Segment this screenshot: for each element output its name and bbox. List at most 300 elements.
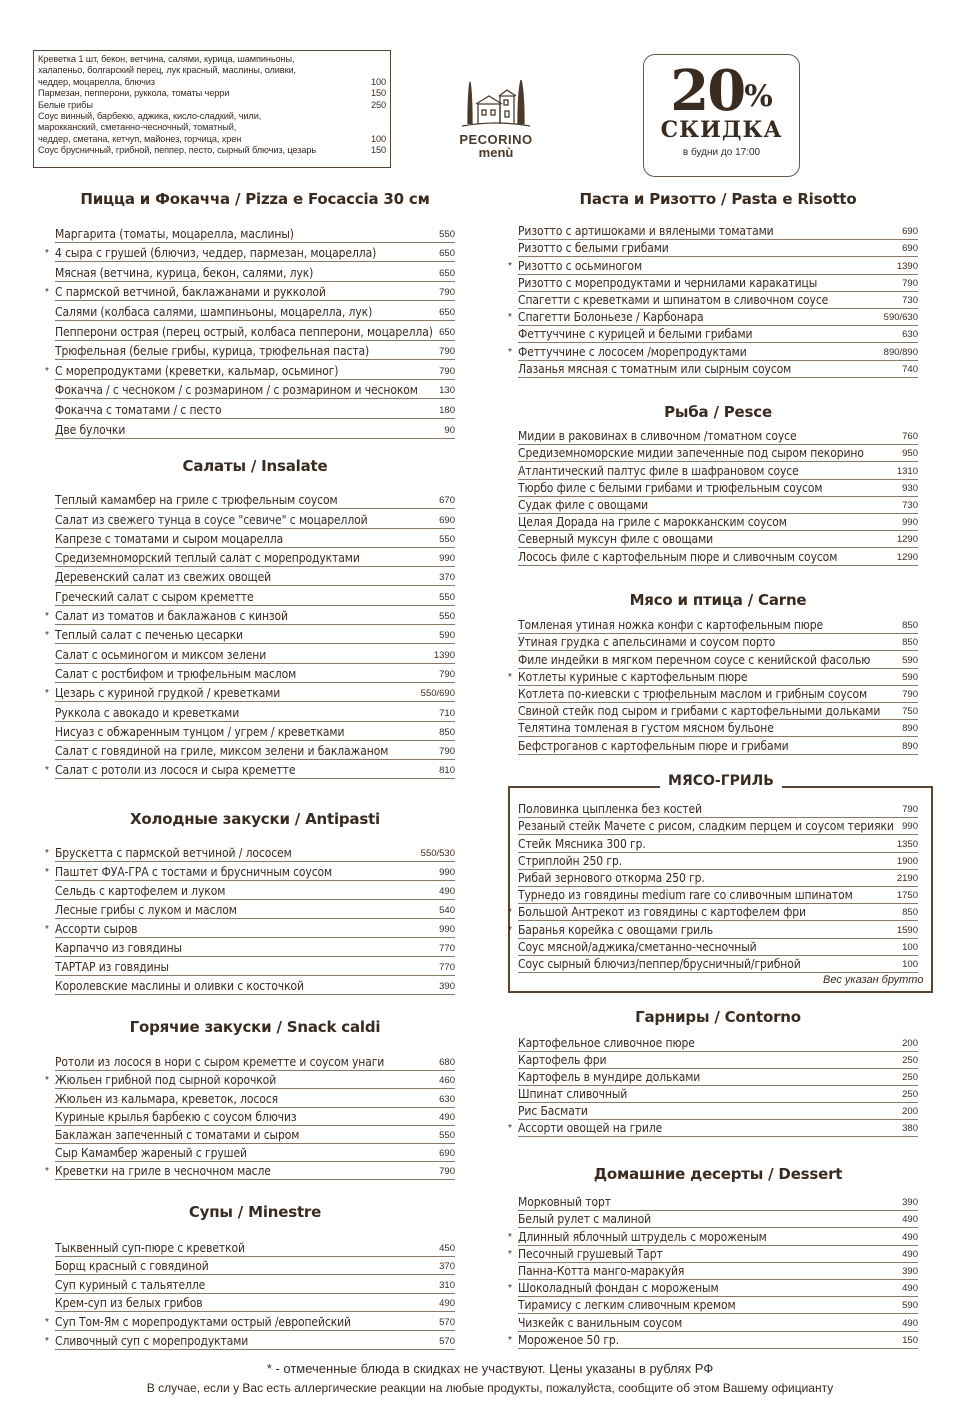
- menu-item-price: 490: [439, 1111, 455, 1123]
- menu-item-price: 990: [439, 924, 455, 935]
- menu-item-price: 540: [439, 905, 455, 916]
- menu-item: [45, 1331, 455, 1350]
- menu-item: [518, 870, 918, 887]
- menu-item-price: 930: [902, 482, 918, 494]
- menu-item-name: Руккола с авокадо и креветками: [55, 705, 240, 720]
- menu-item-price: 790: [439, 668, 455, 680]
- menu-item-name: Рибай зернового откорма 250 гр.: [518, 870, 705, 885]
- menu-item-name: Цезарь с куриной грудкой / креветками: [55, 686, 281, 701]
- addon-text: Белые грибы: [38, 99, 93, 110]
- menu-item: [518, 1052, 918, 1069]
- menu-item-name: Турнедо из говядины medium rare со сливочным шпинатом: [518, 888, 853, 903]
- menu-item-name: Телятина томленая в густом мясном бульоне: [518, 721, 774, 736]
- menu-item-name: Рис Басмати: [518, 1104, 588, 1118]
- excluded-mark: *: [45, 924, 49, 935]
- menu-item: [55, 722, 455, 741]
- addon-price: 150: [370, 88, 386, 99]
- menu-item-name: Томленая утиная ножка конфи с картофельным пюре: [518, 618, 824, 633]
- menu-item-name: Салат с говядиной на гриле, миксом зелени и баклажаном: [55, 744, 389, 759]
- menu-item-price: 710: [439, 707, 455, 719]
- menu-item: [55, 938, 455, 957]
- footer-allergy-note: В случае, если у Вас есть аллергические реакции на любые продукты, пожалуйста, сообщите об этом Вашему официанту: [146, 1381, 834, 1395]
- menu-item: [518, 686, 918, 703]
- menu-item-name: Фокачча с томатами / с песто: [55, 402, 222, 417]
- section-items-grill: [508, 801, 918, 973]
- menu-item-name: Котлета по-киевски с трюфельным маслом и грибным соусом: [518, 686, 868, 701]
- menu-item-name: Сыр Камамбер жареный с грушей: [55, 1146, 247, 1161]
- excluded-mark: *: [45, 1075, 49, 1087]
- menu-item-price: 790: [439, 287, 455, 299]
- menu-item-name: Трюфельная (белые грибы, курица, трюфельная паста): [55, 344, 370, 359]
- addon-row: [38, 100, 386, 111]
- menu-item: [518, 428, 918, 445]
- addon-price: 100: [370, 76, 386, 87]
- menu-item-price: 150: [902, 1334, 918, 1346]
- menu-item: [518, 531, 918, 548]
- menu-item-name: Соус сырный блючиз/пеппер/брусничный/грибной: [518, 956, 801, 971]
- discount-value: 20: [670, 58, 745, 124]
- menu-item-name: Средиземноморский теплый салат с морепродуктами: [55, 551, 360, 566]
- menu-item-name: Маргарита (томаты, моцарелла, маслины): [55, 226, 294, 241]
- menu-item-name: Ризотто с осьминогом: [518, 258, 642, 273]
- addon-text: Креветка 1 шт, бекон, ветчина, салями, курица, шампиньоны, халапеньо, болгарский перец, лук красный, маслины, оливки, чеддер, моцарелла, блючиз: [38, 54, 296, 87]
- menu-item-price: 650: [439, 326, 455, 338]
- menu-item: [45, 243, 455, 263]
- menu-item: [55, 419, 455, 439]
- menu-item-name: Свиной стейк под сыром и грибами с картофельными дольками: [518, 704, 881, 719]
- menu-item-price: 550: [439, 1129, 455, 1141]
- menu-item: [518, 939, 918, 956]
- menu-item-name: Тирамису с легким сливочным кремом: [518, 1298, 736, 1313]
- menu-item-price: 850: [902, 907, 918, 919]
- menu-item-price: 310: [439, 1279, 455, 1291]
- menu-item-price: 690: [439, 1148, 455, 1160]
- section-items-sides: [508, 1035, 918, 1137]
- menu-item-name: Фокачча / с чесноком / с розмарином / с розмарином и чесноком: [55, 383, 418, 398]
- menu-item-price: 490: [902, 1214, 918, 1226]
- menu-item-name: Белый рулет с малиной: [518, 1212, 652, 1227]
- menu-item-name: Ротоли из лосося в нори с сыром креметте и соусом унаги: [55, 1055, 385, 1070]
- menu-item: [518, 361, 918, 378]
- menu-item: [518, 617, 918, 634]
- menu-item: [55, 976, 455, 995]
- menu-item-name: Жюльен грибной под сырной корочкой: [55, 1073, 277, 1088]
- menu-item: [518, 275, 918, 292]
- menu-item-price: 1900: [896, 855, 918, 867]
- menu-item-price: 450: [439, 1242, 455, 1254]
- menu-item: [55, 1257, 455, 1276]
- menu-item: [55, 1108, 455, 1126]
- section-items-soups: [45, 1238, 455, 1350]
- menu-item: [55, 509, 455, 528]
- addon-text: Пармезан, пепперони, руккола, томаты черри: [38, 88, 230, 99]
- menu-item: [55, 490, 455, 509]
- menu-item-name: Шпинат сливочный: [518, 1087, 628, 1101]
- menu-item: [45, 1071, 455, 1089]
- menu-item: [55, 1144, 455, 1162]
- menu-item: [518, 480, 918, 497]
- menu-item-name: Спагетти Болоньезе / Карбонара: [518, 310, 704, 325]
- menu-item-price: 770: [439, 962, 455, 973]
- menu-item-price: 1310: [896, 465, 918, 477]
- menu-item-name: Сельдь с картофелем и луком: [55, 884, 226, 898]
- menu-item-price: 990: [902, 517, 918, 529]
- menu-item-name: Теплый салат с печенью цесарки: [55, 628, 243, 643]
- menu-item-price: 590: [902, 654, 918, 666]
- menu-item-price: 550: [439, 591, 455, 603]
- menu-item-name: Морковный торт: [518, 1195, 611, 1210]
- menu-item-name: Салат с ростбифом и трюфельным маслом: [55, 666, 297, 681]
- menu-item-name: Феттуччине с лососем /морепродуктами: [518, 344, 747, 359]
- menu-item-name: Тюрбо филе с белыми грибами и трюфельным соусом: [518, 480, 823, 495]
- menu-item-name: Лазанья мясная с томатным или сырным соусом: [518, 361, 792, 376]
- section-title-sides: Гарниры / Contorno: [635, 1008, 801, 1026]
- menu-item: [55, 1053, 455, 1071]
- menu-item-name: С морепродуктами (креветки, кальмар, осьминог): [55, 363, 339, 378]
- menu-item-name: Паштет ФУА-ГРА с тостами и брусничным соусом: [55, 865, 333, 879]
- menu-item-name: Северный муксун филе с овощами: [518, 532, 714, 547]
- menu-item: [518, 462, 918, 479]
- addon-price: 150: [370, 145, 386, 156]
- menu-item-price: 180: [439, 404, 455, 416]
- menu-item-price: 380: [902, 1123, 918, 1134]
- menu-item-name: Картофельное сливочное пюре: [518, 1036, 695, 1050]
- menu-item-name: Шоколадный фондан с мороженым: [518, 1281, 719, 1296]
- menu-item-price: 760: [902, 431, 918, 443]
- section-items-fish: [518, 428, 918, 566]
- menu-item-price: 680: [439, 1057, 455, 1069]
- addon-row: [38, 145, 386, 156]
- grill-weight-note: Вес указан брутто: [820, 974, 926, 986]
- menu-item-name: Судак филе с овощами: [518, 497, 649, 512]
- menu-item: [45, 919, 455, 938]
- menu-item: [55, 399, 455, 419]
- villa-icon: [460, 74, 532, 130]
- menu-item-name: Бефстроганов с картофельным пюре и грибами: [518, 738, 789, 753]
- menu-item-name: Королевские маслины и оливки с косточкой: [55, 979, 304, 993]
- menu-item-name: Тыквенный суп-пюре с креветкой: [55, 1240, 245, 1255]
- excluded-mark: *: [45, 365, 49, 377]
- menu-item-name: Салат из свежего тунца в соусе "севиче" с моцареллой: [55, 512, 368, 527]
- menu-item: [55, 262, 455, 282]
- menu-item-price: 550/530: [420, 848, 455, 859]
- menu-item-name: С пармской ветчиной, баклажанами и рукколой: [55, 285, 326, 300]
- menu-item: [518, 1035, 918, 1052]
- menu-item-price: 90: [444, 424, 455, 436]
- menu-item-price: 130: [439, 385, 455, 397]
- menu-item-price: 100: [902, 941, 918, 953]
- menu-item-name: Капрезе с томатами и сыром моцарелла: [55, 531, 284, 546]
- menu-item-price: 490: [902, 1248, 918, 1260]
- menu-item-name: Салями (колбаса салями, шампиньоны, моцарелла, лук): [55, 304, 373, 319]
- menu-item-price: 850: [902, 637, 918, 649]
- menu-item: [55, 380, 455, 400]
- menu-item-price: 390: [439, 981, 455, 992]
- menu-item-name: Греческий салат с сыром креметте: [55, 589, 254, 604]
- menu-item-price: 490: [902, 1283, 918, 1295]
- menu-item: [518, 445, 918, 462]
- menu-item-name: Баранья корейка с овощами гриль: [518, 922, 714, 937]
- excluded-mark: *: [508, 1283, 512, 1295]
- excluded-mark: *: [45, 1335, 49, 1347]
- menu-item-price: 550: [439, 533, 455, 545]
- menu-item-name: Большой Антрекот из говядины с картофелем фри: [518, 905, 806, 920]
- menu-item-name: Нисуаз с обжаренным тунцом / угрем / креветками: [55, 724, 345, 739]
- menu-item: [45, 862, 455, 881]
- excluded-mark: *: [508, 1248, 512, 1260]
- section-items-antipasti: [45, 843, 455, 995]
- menu-item-price: 490: [902, 1231, 918, 1243]
- menu-item-price: 890/890: [883, 346, 918, 358]
- section-items-salads: [45, 490, 455, 780]
- excluded-mark: *: [508, 1334, 512, 1346]
- addon-row: [38, 111, 386, 145]
- menu-item-price: 490: [902, 1317, 918, 1329]
- menu-item-price: 630: [439, 1093, 455, 1105]
- menu-item: [518, 240, 918, 257]
- menu-item: [518, 497, 918, 514]
- menu-item: [518, 292, 918, 309]
- menu-item-price: 850: [902, 620, 918, 632]
- menu-item: [518, 853, 918, 870]
- addons-price-box: [33, 50, 391, 168]
- menu-item: [55, 1126, 455, 1144]
- menu-item-price: 740: [902, 363, 918, 375]
- menu-item-name: Крем-суп из белых грибов: [55, 1296, 203, 1311]
- section-items-pizza: [45, 223, 455, 439]
- menu-item-price: 370: [439, 1261, 455, 1273]
- menu-item: [518, 1263, 918, 1280]
- menu-item: [518, 548, 918, 565]
- menu-item: [508, 1228, 918, 1245]
- section-items-pasta: [508, 223, 918, 378]
- menu-item: [55, 881, 455, 900]
- menu-item-price: 690: [902, 243, 918, 255]
- menu-item: [508, 1120, 918, 1137]
- menu-item: [508, 1280, 918, 1297]
- menu-item-price: 790: [439, 346, 455, 358]
- menu-item: [518, 223, 918, 240]
- excluded-mark: *: [508, 346, 512, 358]
- excluded-mark: *: [45, 287, 49, 299]
- excluded-mark: *: [45, 630, 49, 642]
- menu-item-name: Атлантический палтус филе в шафрановом соусе: [518, 463, 799, 478]
- menu-item: [518, 634, 918, 651]
- excluded-mark: *: [508, 924, 512, 936]
- menu-item: [55, 529, 455, 548]
- excluded-mark: *: [508, 671, 512, 683]
- menu-item: [508, 669, 918, 686]
- menu-item-price: 550/690: [420, 688, 455, 700]
- addon-row: [38, 88, 386, 99]
- menu-item-price: 690: [902, 226, 918, 238]
- menu-item-name: Салат с ротоли из лосося и сыра креметте: [55, 763, 296, 778]
- menu-item-price: 1750: [896, 890, 918, 902]
- menu-item: [518, 720, 918, 737]
- menu-item-name: Ризотто с морепродуктами и чернилами каракатицы: [518, 275, 818, 290]
- menu-item-price: 2190: [896, 872, 918, 884]
- menu-item-name: Филе индейки в мягком перечном соусе с кенийской фасолью: [518, 652, 871, 667]
- menu-item-name: Стриплойн 250 гр.: [518, 853, 623, 868]
- excluded-mark: *: [508, 1231, 512, 1243]
- addon-text: Соус брусничный, грибной, пеппер, песто, сырный блючиз, цезарь: [38, 145, 317, 156]
- logo-subtitle: menù: [478, 145, 514, 160]
- menu-item-price: 490: [439, 886, 455, 897]
- addon-row: [38, 54, 386, 88]
- addon-text: Соус винный, барбекю, аджика, кисло-сладкий, чили, марокканский, сметанно-чесночный, томатный, чеддер, сметана, кетчуп, майонез, горчица, хрен: [38, 111, 262, 144]
- menu-item-price: 250: [902, 1089, 918, 1100]
- discount-percent-sign: %: [744, 79, 773, 114]
- menu-item-name: Ризотто с белыми грибами: [518, 241, 669, 256]
- menu-item-name: Ассорти сыров: [55, 922, 138, 936]
- menu-item-price: 790: [902, 804, 918, 816]
- excluded-mark: *: [508, 312, 512, 324]
- menu-item-name: Средиземноморские мидии запеченные под сыром пекорино: [518, 446, 864, 461]
- menu-item-name: Борщ красный с говядиной: [55, 1259, 209, 1274]
- addon-price: 100: [370, 133, 386, 144]
- excluded-mark: *: [45, 1316, 49, 1328]
- menu-item-name: Чизкейк с ванильным соусом: [518, 1315, 683, 1330]
- menu-item: [55, 900, 455, 919]
- menu-item-name: Резаный стейк Мачете с рисом, сладким перцем и соусом терияки: [518, 819, 894, 834]
- menu-item-price: 550: [439, 611, 455, 623]
- menu-item-price: 200: [902, 1038, 918, 1049]
- menu-item-name: Теплый камамбер на гриле с трюфельным соусом: [55, 493, 338, 508]
- menu-item: [55, 548, 455, 567]
- section-items-dessert: [508, 1194, 918, 1349]
- section-title-hot: Горячие закуски / Snack caldi: [129, 1018, 381, 1036]
- menu-item-price: 100: [902, 958, 918, 970]
- menu-item-name: Стейк Мясника 300 гр.: [518, 836, 646, 851]
- menu-item: [518, 835, 918, 852]
- menu-item: [55, 321, 455, 341]
- menu-item-price: 650: [439, 248, 455, 260]
- menu-item: [45, 606, 455, 625]
- menu-item-name: Салат с осьминогом и миксом зелени: [55, 647, 267, 662]
- menu-item: [518, 1314, 918, 1331]
- menu-item-price: 990: [439, 867, 455, 878]
- menu-item: [55, 341, 455, 361]
- menu-item: [508, 1246, 918, 1263]
- menu-item: [518, 956, 918, 973]
- menu-item: [508, 1332, 918, 1349]
- menu-item-price: 250: [902, 1072, 918, 1083]
- footer-note-text: * - отмеченные блюда в скидках не участвуют. Цены указаны в рублях РФ: [266, 1361, 714, 1376]
- menu-item-name: Салат из томатов и баклажанов с кинзой: [55, 609, 288, 624]
- menu-item-name: Ассорти овощей на гриле: [518, 1121, 663, 1135]
- addon-price: 250: [370, 99, 386, 110]
- menu-item-price: 370: [439, 572, 455, 584]
- section-title-meat: Мясо и птица / Carne: [629, 591, 807, 609]
- section-title-pasta: Паста и Ризотто / Pasta e Risotto: [579, 190, 857, 208]
- footer-discount-note: [0, 1361, 980, 1376]
- menu-item: [518, 1211, 918, 1228]
- menu-item-name: Ризотто с артишоками и вялеными томатами: [518, 224, 774, 239]
- menu-item-name: Длинный яблочный штрудель с мороженым: [518, 1229, 767, 1244]
- excluded-mark: *: [45, 611, 49, 623]
- menu-item: [55, 1275, 455, 1294]
- menu-item-price: 790: [902, 277, 918, 289]
- menu-item-price: 790: [439, 746, 455, 758]
- section-title-grill: МЯСО-ГРИЛЬ: [660, 773, 782, 789]
- menu-item-price: 650: [439, 267, 455, 279]
- menu-item: [518, 1069, 918, 1086]
- menu-item-name: Феттуччине с курицей и белыми грибами: [518, 327, 753, 342]
- menu-item-name: Жюльен из кальмара, креветок, лосося: [55, 1091, 278, 1106]
- menu-item-name: Мясная (ветчина, курица, бекон, салями, лук): [55, 265, 314, 280]
- menu-item: [45, 843, 455, 862]
- menu-item: [55, 567, 455, 586]
- menu-item: [45, 760, 455, 779]
- menu-item-name: Песочный грушевый Тарт: [518, 1246, 663, 1261]
- menu-item-price: 570: [439, 1316, 455, 1328]
- menu-item-price: 1590: [896, 924, 918, 936]
- menu-item-price: 1390: [896, 260, 918, 272]
- menu-item-price: 630: [902, 329, 918, 341]
- menu-item: [508, 904, 918, 921]
- menu-item-price: 570: [439, 1335, 455, 1347]
- section-title-dessert: Домашние десерты / Dessert: [593, 1165, 843, 1183]
- section-title-soups: Супы / Minestre: [188, 1203, 322, 1221]
- menu-item-price: 950: [902, 448, 918, 460]
- menu-item: [518, 818, 918, 835]
- menu-item-price: 1350: [896, 838, 918, 850]
- section-title-fish: Рыба / Pesce: [664, 403, 772, 421]
- menu-item: [55, 1089, 455, 1107]
- menu-item-name: Суп Том-Ям с морепродуктами острый /европейский: [55, 1314, 351, 1329]
- menu-item-name: Пепперони острая (перец острый, колбаса пепперони, моцарелла): [55, 324, 433, 339]
- menu-item-price: 730: [902, 499, 918, 511]
- menu-item: [55, 587, 455, 606]
- menu-item-price: 810: [439, 765, 455, 777]
- section-title-salads: Салаты / Insalate: [182, 457, 328, 475]
- menu-item: [55, 702, 455, 721]
- menu-item-name: Две булочки: [55, 422, 126, 437]
- menu-item-name: Половинка цыпленка без костей: [518, 802, 702, 817]
- excluded-mark: *: [45, 248, 49, 260]
- menu-item: [55, 301, 455, 321]
- excluded-mark: *: [45, 848, 49, 859]
- menu-item-price: 790: [439, 1166, 455, 1178]
- menu-item-price: 990: [902, 821, 918, 833]
- menu-item-price: 650: [439, 306, 455, 318]
- menu-item: [518, 1297, 918, 1314]
- menu-item-name: Панна-Котта манго-маракуйя: [518, 1263, 685, 1278]
- menu-item: [45, 360, 455, 380]
- excluded-mark: *: [45, 765, 49, 777]
- menu-item: [55, 1238, 455, 1257]
- menu-item-price: 890: [902, 723, 918, 735]
- discount-badge: [643, 54, 800, 177]
- menu-item-price: 890: [902, 740, 918, 752]
- excluded-mark: *: [45, 1166, 49, 1178]
- menu-item: [518, 737, 918, 754]
- section-title-antipasti: Холодные закуски / Antipasti: [129, 810, 380, 828]
- menu-item-price: 850: [439, 726, 455, 738]
- menu-item: [55, 644, 455, 663]
- menu-item: [45, 625, 455, 644]
- section-title-pizza: Пицца и Фокачча / Pizza e Focaccia 30 см: [80, 190, 430, 208]
- menu-item: [45, 1312, 455, 1331]
- menu-item-name: Утиная грудка с апельсинами и соусом порто: [518, 635, 776, 650]
- menu-item-price: 590: [902, 1300, 918, 1312]
- discount-condition: в будни до 17:00: [682, 147, 761, 158]
- menu-item-name: Деревенский салат из свежих овощей: [55, 570, 272, 585]
- menu-item-name: Мидии в раковинах в сливочном /томатном соусе: [518, 429, 797, 444]
- menu-item-name: Сливочный суп с морепродуктами: [55, 1333, 249, 1348]
- menu-item-price: 590: [902, 671, 918, 683]
- menu-item: [508, 921, 918, 938]
